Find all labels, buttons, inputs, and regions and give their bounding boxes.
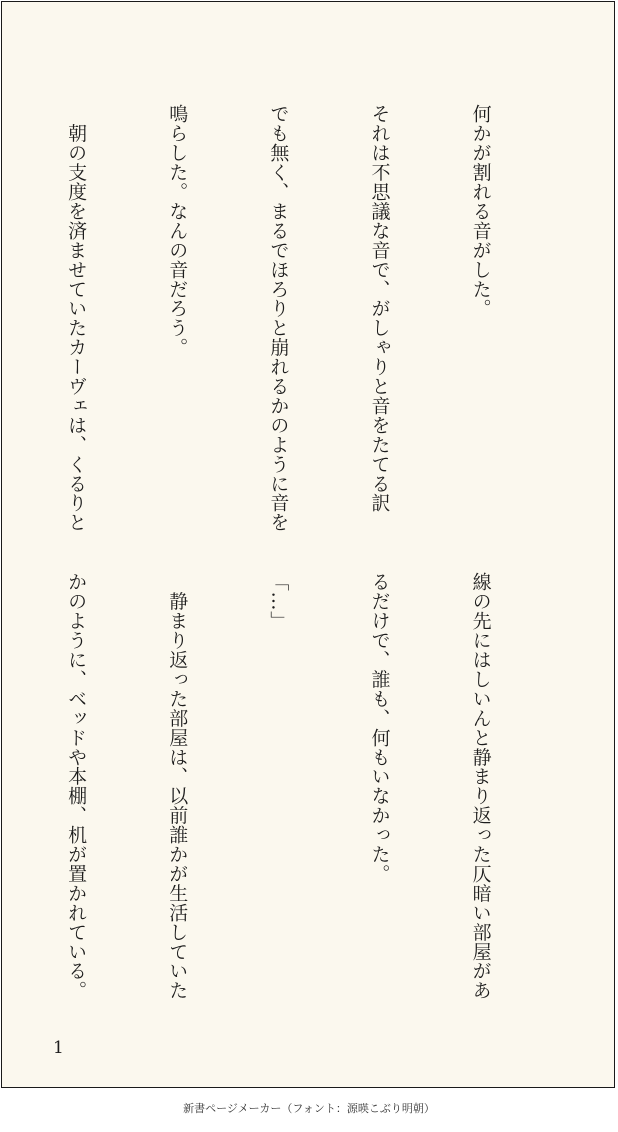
text-line: 鳴らした。なんの音だろう。 <box>166 104 189 357</box>
text-line: 何かが割れる音がした。 <box>469 104 492 318</box>
text-line: それは不思議な音で、がしゃりと音をたてる訳 <box>368 104 391 513</box>
text-line: るだけで、誰も、何もいなかった。 <box>368 572 391 884</box>
text-line: 朝の支度を済ませていたカーヴェは、くるりと <box>65 104 88 532</box>
book-page <box>1 1 615 1088</box>
text-block-upper <box>0 104 564 544</box>
text-line: でも無く、まるでほろりと崩れるかのように音を <box>267 104 290 532</box>
text-line: かのように、ベッドや本棚、机が置かれている。 <box>65 572 88 1000</box>
text-line: 静まり返った部屋は、以前誰かが生活していた <box>166 572 189 1000</box>
footer-credit: 新書ページメーカー（フォント：源暎こぶり明朝） <box>183 1102 435 1115</box>
text-block-lower <box>0 572 564 1012</box>
page-number: 1 <box>53 1038 64 1058</box>
text-line: 「…」 <box>267 572 290 631</box>
text-line: 線の先にはしいんと静まり返った仄暗い部屋があ <box>469 572 492 1000</box>
